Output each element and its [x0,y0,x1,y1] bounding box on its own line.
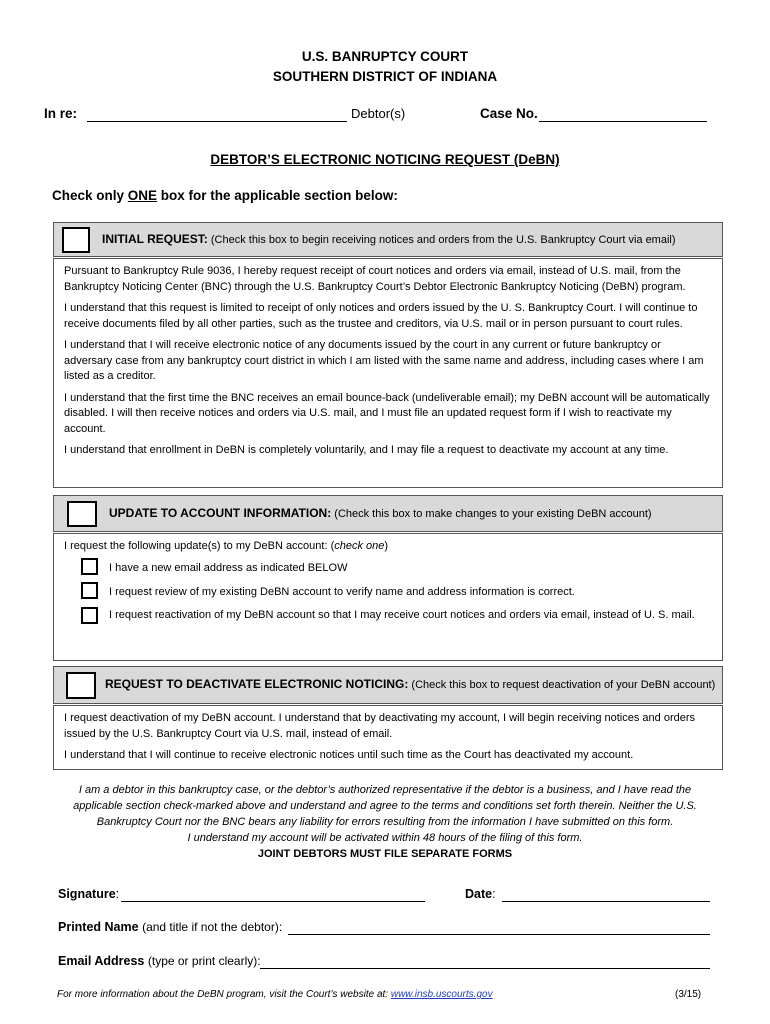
in-re-label: In re: [44,106,78,121]
debtor-label: Debtor(s) [351,106,406,121]
initial-request-header [53,222,723,257]
deactivate-checkbox[interactable] [66,672,96,699]
deactivate-paragraph: I understand that I will continue to receive electronic notices until such time as the Court has deactivated my account. [64,749,634,761]
case-no-field[interactable] [539,104,707,122]
initial-paragraph: Pursuant to Bankruptcy Rule 9036, I hereby request receipt of court notices and orders via email, instead of U.S. mail, from the Bankruptcy Noticing Center (BNC) through the U.S. Bankruptcy Court’s Debtor Electronic Bankruptcy Noticing (DeBN) program. [64,265,686,293]
deactivate-header [53,666,723,704]
initial-request-note: (Check this box to begin receiving notices and orders from the U.S. Bankruptcy Court via email) [210,234,676,246]
review-account-checkbox[interactable] [81,582,98,599]
date-field[interactable] [502,901,710,902]
deactivate-paragraph: I request deactivation of my DeBN account. I understand that by deactivating my account, I will begin receiving notices and orders issued by the U.S. Bankruptcy Court via U.S. mail, instead of email. [64,712,696,740]
initial-paragraph: I understand that I will receive electronic notice of any documents issued by the court in any current or future bankruptcy or adversary case from any bankruptcy court district in which I am listed with the same name and address, including cases where I am listed as a creditor. [64,339,704,382]
certification-line: I understand my account will be activated within 48 hours of the filing of this form. [187,832,583,844]
reactivate-checkbox[interactable] [81,607,98,624]
certification-line: Bankruptcy Court nor the BNC bears any liability for errors resulting from the information I have submitted on this form. [96,816,674,828]
district-name: SOUTHERN DISTRICT OF INDIANA [272,69,498,84]
signature-field[interactable] [121,901,425,902]
certification-line: I am a debtor in this bankruptcy case, or the debtor’s authorized representative if the debtor is a business, and I have read the [78,784,692,796]
update-heading: UPDATE TO ACCOUNT INFORMATION: [109,506,332,520]
instruction: Check only ONE box for the applicable section below: [52,188,398,203]
initial-request-checkbox[interactable] [62,227,90,253]
update-option-new-email: I have a new email address as indicated BELOW [109,562,348,574]
update-header [53,495,723,532]
signature-label-row: Signature: [58,887,120,901]
in-re-field[interactable] [87,104,347,122]
form-title: DEBTOR’S ELECTRONIC NOTICING REQUEST (DeBN) [210,152,560,167]
date-label-row: Date: [465,887,496,901]
court-name: U.S. BANRUPTCY COURT [301,49,469,64]
update-option-review: I request review of my existing DeBN account to verify name and address information is correct. [109,586,575,598]
update-intro: I request the following update(s) to my DeBN account: (check one) [64,540,389,552]
certification-line: applicable section check-marked above and understand and agree to the terms and conditions set forth therein. Neither the U.S. [73,800,697,812]
joint-debtors-notice: JOINT DEBTORS MUST FILE SEPARATE FORMS [257,848,513,860]
initial-request-heading: INITIAL REQUEST: [102,232,208,246]
email-label-row: Email Address (type or print clearly): [58,954,261,968]
new-email-checkbox[interactable] [81,558,98,575]
initial-paragraph: I understand that enrollment in DeBN is completely voluntarily, and I may file a request to deactivate my account at any time. [64,444,669,456]
update-checkbox[interactable] [67,501,97,527]
deactivate-heading: REQUEST TO DEACTIVATE ELECTRONIC NOTICING: [105,677,409,691]
form-version: (3/15) [675,989,702,1000]
update-option-reactivate: I request reactivation of my DeBN account so that I may receive court notices and orders via email, instead of U. S. mail. [109,609,695,621]
initial-request-body [53,258,723,488]
certification [40,782,730,862]
email-field[interactable] [260,968,710,969]
deactivate-body [53,705,723,770]
printed-name-field[interactable] [288,934,710,935]
initial-paragraph: I understand that the first time the BNC receives an email bounce-back (undeliverable email); my DeBN account will be automatically disabled. I will then receive notices and orders via U.S. mail, and I must file an updated request form if I wish to reactivate my account. [64,391,710,435]
initial-paragraph: I understand that this request is limited to receipt of only notices and orders issued by the U. S. Bankruptcy Court. I will continue to receive documents filed by all other parties, such as the trustee and creditors, via U.S. mail or in person pursuant to court rules. [64,302,698,330]
case-no-label: Case No. [480,106,538,121]
deactivate-note: (Check this box to request deactivation of your DeBN account) [411,679,716,691]
court-website-link[interactable]: www.insb.uscourts.gov [390,989,493,1000]
printed-name-label-row: Printed Name (and title if not the debtor): [58,920,283,934]
footer-info: For more information about the DeBN program, visit the Court’s website at: www.insb.uscourts.gov [57,989,493,1000]
update-note: (Check this box to make changes to your existing DeBN account) [334,508,652,520]
